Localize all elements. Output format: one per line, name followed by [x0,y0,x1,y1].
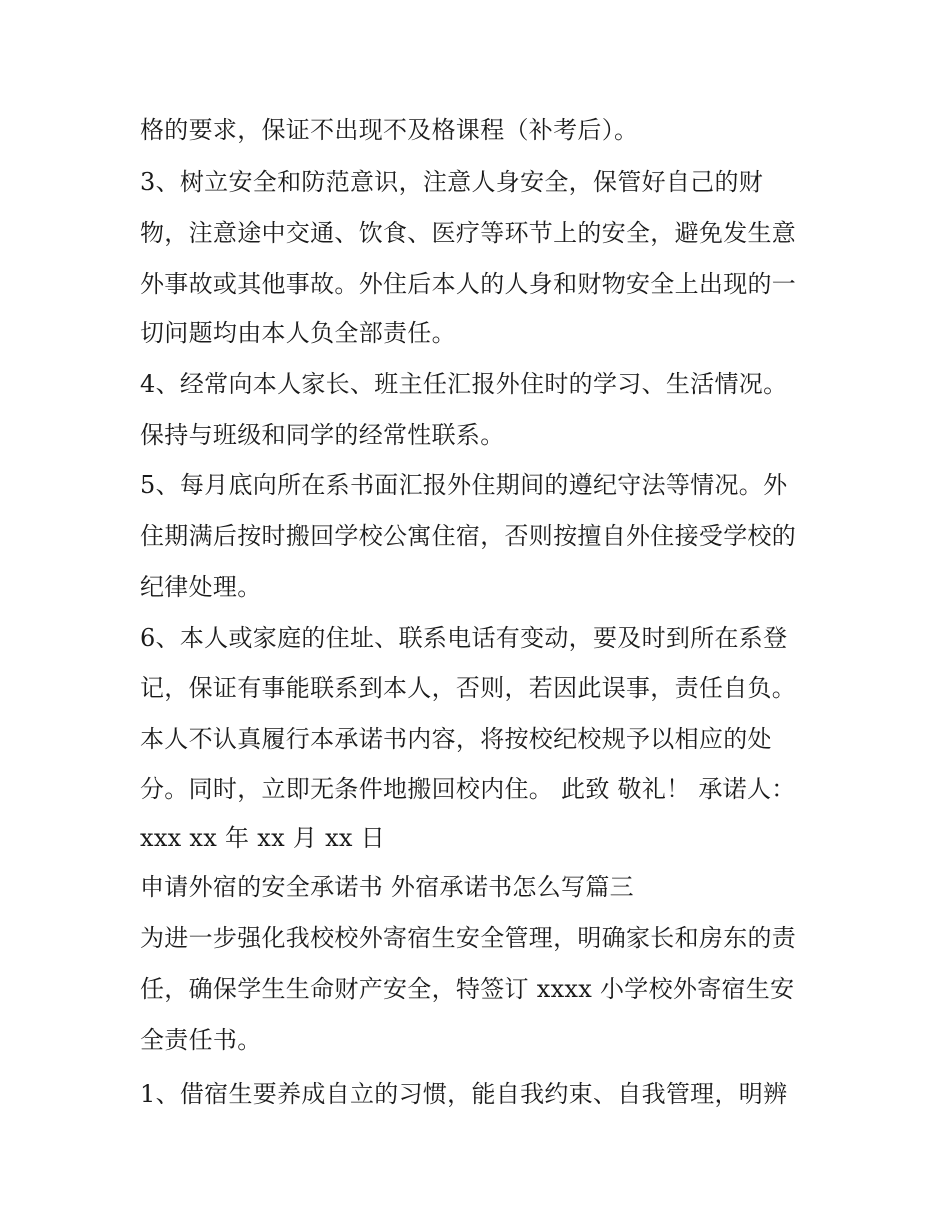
text-line: xxx xx 年 xx 月 xx 日 [140,824,385,852]
text-line: 6、本人或家庭的住址、联系电话有变动，要及时到所在系登 [140,624,788,652]
text-line: 记，保证有事能联系到本人，否则，若因此误事，责任自负。 [140,674,797,702]
text-line: 5、每月底向所在系书面汇报外住期间的遵纪守法等情况。外 [140,471,788,499]
text-line: 4、经常向本人家长、班主任汇报外住时的学习、生活情况。 [140,370,788,398]
text-line: 全责任书。 [140,1026,262,1054]
text-line: 为进一步强化我校校外寄宿生安全管理，明确家长和房东的责 [140,924,797,952]
text-line: 1、借宿生要养成自立的习惯，能自我约束、自我管理，明辨 [140,1080,788,1108]
text-line: 外事故或其他事故。外住后本人的人身和财物安全上出现的一 [140,270,797,298]
text-line: 本人不认真履行本承诺书内容，将按校纪校规予以相应的处 [140,725,772,753]
text-line: 分。同时，立即无条件地搬回校内住。 此致 敬礼！ 承诺人： [140,775,796,803]
text-line: 保持与班级和同学的经常性联系。 [140,421,505,449]
section-heading: 申请外宿的安全承诺书 外宿承诺书怎么写篇三 [140,873,634,901]
text-line: 物，注意途中交通、饮食、医疗等环节上的安全，避免发生意 [140,219,797,247]
text-line: 住期满后按时搬回学校公寓住宿，否则按擅自外住接受学校的 [140,522,797,550]
text-line: 纪律处理。 [140,573,262,601]
text-line: 切问题均由本人负全部责任。 [140,319,456,347]
text-line: 格的要求，保证不出现不及格课程（补考后）。 [140,116,639,144]
text-line: 3、树立安全和防范意识，注意人身安全，保管好自己的财 [140,168,764,196]
text-line: 任，确保学生生命财产安全，特签订 xxxx 小学校外寄宿生安 [140,975,795,1003]
